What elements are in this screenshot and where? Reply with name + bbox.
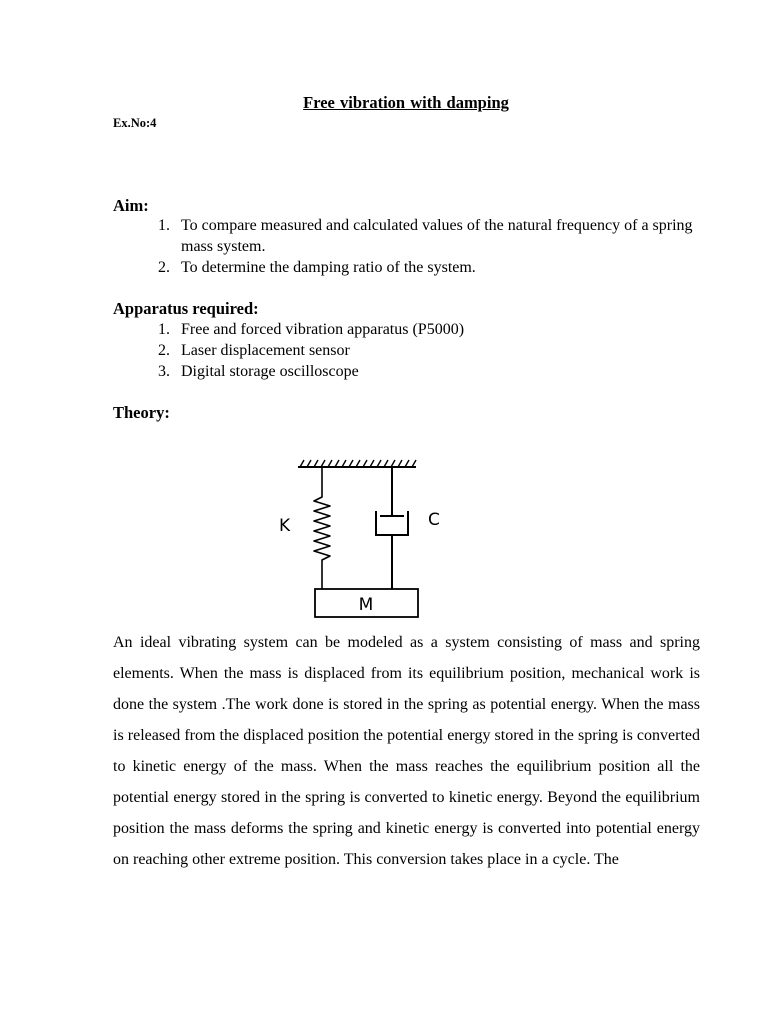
list-item-number: 1.: [158, 217, 170, 234]
list-item: [154, 361, 714, 382]
list-item-text: To compare measured and calculated values of the natural frequency of a spring mass system.: [181, 217, 693, 255]
theory-heading: Theory:: [113, 403, 170, 422]
aim-heading: Aim:: [113, 196, 149, 215]
list-item: [154, 215, 714, 257]
damper-label: C: [428, 510, 440, 530]
spring-element: [314, 467, 330, 589]
mass-label: M: [358, 595, 374, 615]
list-item: [154, 340, 714, 361]
list-item-number: 3.: [158, 363, 170, 380]
apparatus-heading: Apparatus required:: [113, 299, 259, 318]
exercise-number: Ex.No:4: [113, 116, 157, 130]
theory-paragraph: An ideal vibrating system can be modeled as a system consisting of mass and spring elements. When the mass is displaced from its equilibrium position, mechanical work is done the system .The work done is stored in the spring as potential energy. When the mass is released from the displaced position the potential energy stored in the spring is converted to kinetic energy of the mass. When the mass reaches the equilibrium position all the potential energy stored in the spring is converted to kinetic energy. Beyond the equilibrium position the mass deforms the spring and kinetic energy is converted into potential energy on reaching other extreme position. This conversion takes place in a cycle. The: [113, 634, 700, 868]
list-item: [154, 257, 714, 278]
damper-element: [376, 467, 408, 589]
list-item-text: Free and forced vibration apparatus (P5000): [181, 321, 465, 338]
list-item-number: 2.: [158, 342, 170, 359]
spring-mass-damper-diagram: [270, 455, 450, 620]
spring-label: K: [279, 516, 291, 536]
list-item-text: Digital storage oscilloscope: [181, 363, 359, 380]
list-item-text: To determine the damping ratio of the system.: [181, 259, 476, 276]
list-item-text: Laser displacement sensor: [181, 342, 350, 359]
list-item-number: 2.: [158, 259, 170, 276]
list-item: [154, 319, 714, 340]
fixed-support-hatching: [300, 460, 416, 467]
apparatus-list: [154, 319, 714, 382]
aim-list: [154, 215, 714, 278]
page-title: Free vibration with damping: [303, 93, 509, 112]
list-item-number: 1.: [158, 321, 170, 338]
